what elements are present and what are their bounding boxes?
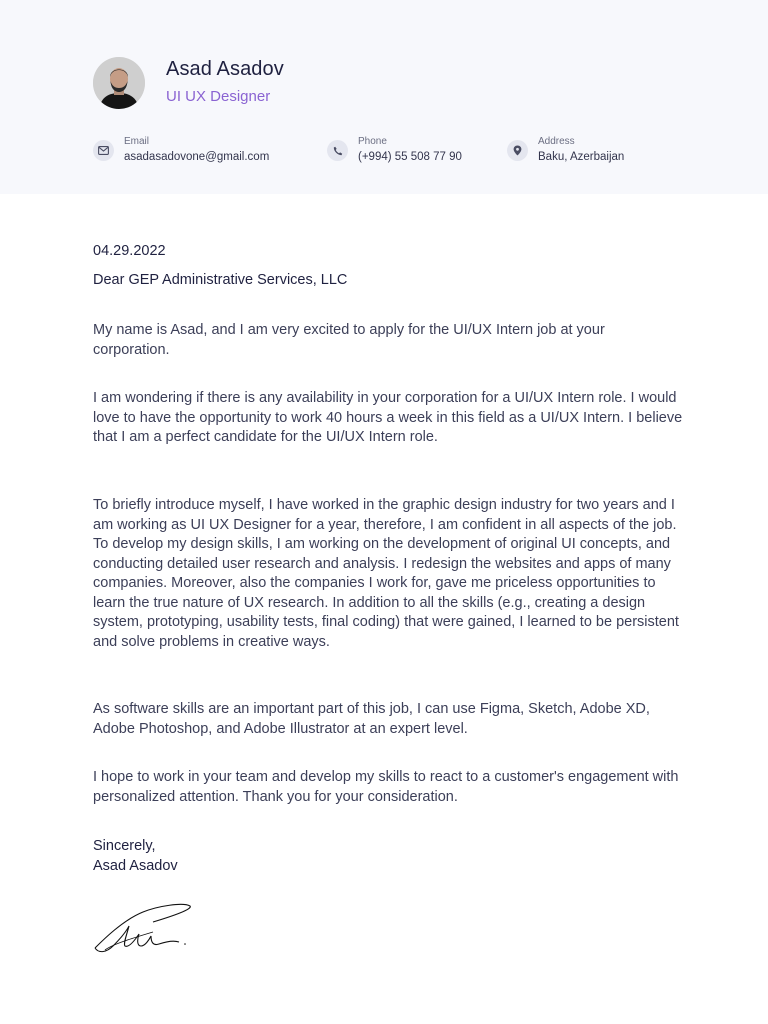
closing-phrase: Sincerely,	[93, 838, 156, 854]
signature	[93, 900, 193, 956]
contact-label: Address	[538, 136, 575, 147]
contact-label: Phone	[358, 136, 387, 147]
avatar-photo	[93, 57, 145, 109]
location-pin-icon	[507, 140, 528, 161]
phone-icon	[327, 140, 348, 161]
contact-value: Baku, Azerbaijan	[538, 151, 625, 163]
letter-paragraph: I am wondering if there is any availability in your corporation for a UI/UX Intern role. I would love to have the opportunity to work 40 hours a week in this field as a UI/UX Intern. I believe that I am a perfect candidate for the UI/UX Intern role.	[93, 390, 683, 445]
avatar	[93, 57, 145, 109]
letter-paragraph: As software skills are an important part of this job, I can use Figma, Sketch, Adobe XD, Adobe Photoshop, and Adobe Illustrator at an expert level.	[93, 701, 650, 737]
signer-name: Asad Asadov	[93, 858, 178, 874]
applicant-name: Asad Asadov	[166, 58, 284, 80]
contact-value: asadasadovone@gmail.com	[124, 151, 270, 163]
letter-paragraph: I hope to work in your team and develop my skills to react to a customer's engagement with personalized attention. Thank you for your consideration.	[93, 769, 679, 805]
letter-closing	[93, 836, 178, 876]
letter-salutation: Dear GEP Administrative Services, LLC	[93, 272, 348, 288]
letter-paragraph: My name is Asad, and I am very excited to apply for the UI/UX Intern job at your corporation.	[93, 322, 605, 358]
letter-header	[0, 0, 768, 194]
letter-date: 04.29.2022	[93, 243, 166, 259]
mail-icon	[93, 140, 114, 161]
contact-email	[93, 135, 313, 169]
contact-value: (+994) 55 508 77 90	[358, 151, 462, 163]
applicant-role: UI UX Designer	[166, 88, 271, 105]
letter-paragraph: To briefly introduce myself, I have worked in the graphic design industry for two years and I am working as UI UX Designer for a year, therefore, I am confident in all aspects of the job. To develop my design skills, I am working on the development of original UI concepts, and conducting detailed user research and analysis. I redesign the websites and apps of many companies. Moreover, also the companies I work for, gave me priceless opportunities to learn the true nature of UX research. In addition to all the skills (e.g., creating a design system, prototyping, usability tests, final coding) that were gained, I learned to be persistent and solve problems in creative ways.	[93, 497, 679, 650]
contact-label: Email	[124, 136, 150, 147]
contact-address	[507, 135, 677, 169]
contact-phone	[327, 135, 497, 169]
